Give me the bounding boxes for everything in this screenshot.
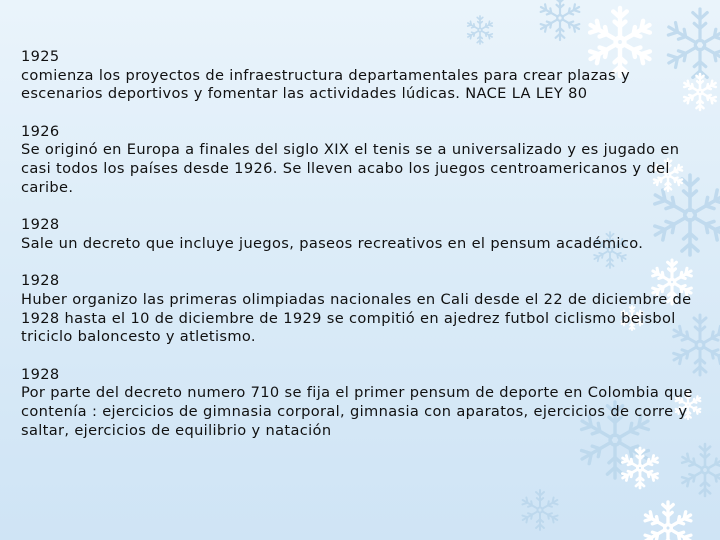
entry-text: Por parte del decreto numero 710 se fija el primer pensum de deporte en Colombia que contenía : ejercicios de gimnasia corporal, gimnasia con aparatos, ejercicios de corre y saltar, ejercicios de equilibrio y natación — [21, 384, 693, 439]
timeline-text — [21, 48, 701, 459]
entry-year: 1928 — [21, 216, 60, 234]
snowflake-icon — [539, 0, 582, 40]
timeline-entry — [21, 48, 701, 104]
entry-text: Se originó en Europa a finales del siglo XIX el tenis se a universalizado y es jugado en casi todos los países desde 1926. Se lleven acabo los juegos centroamericanos y del caribe. — [21, 141, 680, 196]
timeline-entry — [21, 123, 701, 197]
timeline-entry — [21, 366, 701, 440]
entry-year: 1928 — [21, 365, 60, 383]
timeline-entry — [21, 216, 701, 253]
timeline-entry — [21, 272, 701, 346]
entry-year: 1928 — [21, 272, 60, 290]
snowflake-icon — [521, 490, 560, 530]
entry-text: Huber organizo las primeras olimpiadas nacionales en Cali desde el 22 de diciembre de 1928 hasta el 10 de diciembre de 1929 se compitió en ajedrez futbol ciclismo beisbol triciclo baloncesto y atletismo. — [21, 290, 692, 346]
entry-year: 1925 — [21, 48, 60, 65]
snowflake-icon — [466, 16, 493, 44]
snowflake-icon — [643, 502, 693, 540]
entry-text: comienza los proyectos de infraestructura departamentales para crear plazas y escenarios deportivos y fomentar las actividades lúdicas. NACE LA LEY 80 — [21, 66, 630, 103]
entry-text: Sale un decreto que incluye juegos, paseos recreativos en el pensum académico. — [21, 234, 644, 252]
entry-year: 1926 — [21, 122, 60, 140]
